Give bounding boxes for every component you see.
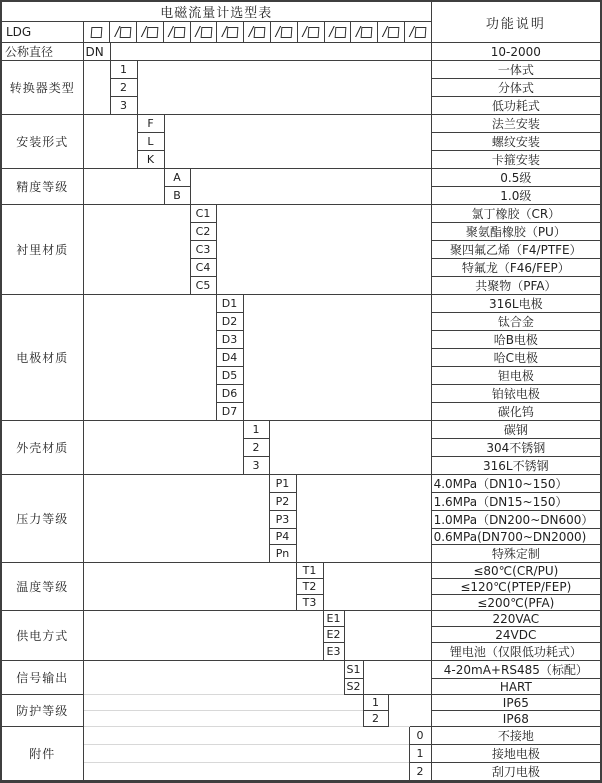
code-cell: F: [137, 115, 164, 133]
empty-spacer: [83, 763, 409, 782]
description-cell: 刮刀电极: [431, 763, 601, 782]
code-cell: P2: [269, 493, 296, 511]
option-row: [1, 661, 601, 679]
category-label: 信号输出: [1, 661, 83, 695]
description-cell: 低功耗式: [431, 97, 601, 115]
slash-glyph: /: [382, 24, 388, 40]
code-cell: T2: [296, 579, 323, 595]
description-cell: 铂铱电极: [431, 385, 601, 403]
code-cell: 2: [363, 711, 388, 727]
code-cell: C5: [190, 277, 216, 295]
checkbox-icon: [281, 27, 293, 38]
option-row: [1, 475, 601, 493]
option-row: [1, 563, 601, 579]
slash-glyph: /: [275, 24, 281, 40]
description-cell: 1.0MPa（DN200~DN600）: [431, 511, 601, 529]
slash-glyph: /: [141, 24, 147, 40]
code-cell: B: [164, 187, 190, 205]
option-row: [1, 745, 601, 763]
slash-glyph: /: [114, 24, 120, 40]
code-cell: P1: [269, 475, 296, 493]
code-cell: T3: [296, 595, 323, 611]
empty-spacer: [83, 745, 409, 763]
empty-spacer: [110, 43, 431, 61]
code-cell: C2: [190, 223, 216, 241]
option-row: [1, 695, 601, 711]
code-cell: DN: [83, 43, 110, 61]
category-label: 精度等级: [1, 169, 83, 205]
code-cell: E2: [323, 627, 344, 643]
description-cell: 316L电极: [431, 295, 601, 313]
description-cell: 接地电极: [431, 745, 601, 763]
description-cell: 哈B电极: [431, 331, 601, 349]
category-label: 外壳材质: [1, 421, 83, 475]
code-cell: D7: [216, 403, 243, 421]
description-cell: 316L不锈钢: [431, 457, 601, 475]
code-cell: E1: [323, 611, 344, 627]
description-cell: ≤120℃(PTEP/FEP): [431, 579, 601, 595]
empty-spacer: [363, 661, 431, 695]
description-cell: 0.5级: [431, 169, 601, 187]
code-cell: 2: [243, 439, 269, 457]
empty-spacer: [83, 661, 344, 695]
slash-checkbox-cell: [190, 22, 217, 42]
option-row: [1, 727, 601, 745]
option-row: [1, 61, 601, 79]
slash-checkbox-cell: [109, 22, 136, 42]
empty-spacer: [164, 115, 431, 169]
empty-spacer: [216, 205, 431, 295]
description-cell: 聚氨酯橡胶（PU）: [431, 223, 601, 241]
category-label: 公称直径: [1, 43, 83, 61]
description-cell: 一体式: [431, 61, 601, 79]
empty-spacer: [296, 475, 431, 563]
empty-spacer: [83, 727, 409, 745]
function-column-header: 功能说明: [431, 1, 601, 43]
description-cell: 碳化钨: [431, 403, 601, 421]
description-cell: 220VAC: [431, 611, 601, 627]
empty-spacer: [83, 563, 296, 611]
code-cell: S2: [344, 679, 363, 695]
slash-glyph: /: [356, 24, 361, 40]
checkbox-icon: [120, 27, 132, 38]
description-cell: IP68: [431, 711, 601, 727]
empty-spacer: [137, 61, 431, 115]
empty-spacer: [243, 295, 431, 421]
empty-spacer: [83, 61, 110, 115]
empty-spacer: [83, 295, 216, 421]
empty-spacer: [83, 711, 363, 727]
slash-glyph: /: [329, 24, 334, 40]
code-cell: 0: [409, 727, 431, 745]
slash-checkbox-cell: [136, 22, 163, 42]
checkbox-cell: [84, 22, 110, 42]
slash-checkbox-cell: [243, 22, 270, 42]
slash-glyph: /: [195, 24, 200, 40]
description-cell: 哈C电极: [431, 349, 601, 367]
description-cell: 钽电极: [431, 367, 601, 385]
category-label: 压力等级: [1, 475, 83, 563]
empty-spacer: [269, 421, 431, 475]
code-cell: K: [137, 151, 164, 169]
slash-glyph: /: [409, 24, 414, 40]
description-cell: 4.0MPa（DN10~150）: [431, 475, 601, 493]
description-cell: 4-20mA+RS485（标配）: [431, 661, 601, 679]
empty-spacer: [83, 205, 190, 295]
option-row: [1, 205, 601, 223]
code-cell: D4: [216, 349, 243, 367]
checkbox-icon: [200, 27, 212, 38]
description-cell: 1.6MPa（DN15~150）: [431, 493, 601, 511]
slash-checkbox-cell: [216, 22, 243, 42]
description-cell: HART: [431, 679, 601, 695]
slash-glyph: /: [248, 24, 254, 40]
code-cell: C1: [190, 205, 216, 223]
empty-spacer: [83, 421, 243, 475]
code-cell: 1: [110, 61, 137, 79]
slash-glyph: /: [222, 24, 227, 40]
code-cell: 1: [243, 421, 269, 439]
description-cell: IP65: [431, 695, 601, 711]
checkbox-icon: [415, 27, 427, 38]
slash-glyph: /: [302, 24, 307, 40]
code-cell: S1: [344, 661, 363, 679]
category-label: 附件: [1, 727, 83, 782]
code-cell: D6: [216, 385, 243, 403]
category-label: 供电方式: [1, 611, 83, 661]
description-cell: 特氟龙（F46/FEP）: [431, 259, 601, 277]
empty-spacer: [83, 611, 323, 661]
category-label: 安装形式: [1, 115, 83, 169]
description-cell: 氯丁橡胶（CR）: [431, 205, 601, 223]
description-cell: 304不锈钢: [431, 439, 601, 457]
checkbox-icon: [227, 27, 239, 38]
checkbox-icon: [147, 27, 159, 38]
code-cell: D1: [216, 295, 243, 313]
code-cell: E3: [323, 643, 344, 661]
code-cell: P3: [269, 511, 296, 529]
description-cell: 0.6MPa(DN700~DN2000): [431, 529, 601, 545]
model-code-label: LDG: [1, 22, 83, 43]
option-row: [1, 711, 601, 727]
empty-spacer: [83, 169, 164, 205]
checkbox-icon: [174, 27, 186, 38]
option-row: [1, 421, 601, 439]
option-row: [1, 115, 601, 133]
option-row: [1, 169, 601, 187]
category-label: 电极材质: [1, 295, 83, 421]
checkbox-icon: [334, 27, 346, 38]
code-cell: 3: [110, 97, 137, 115]
code-cell: A: [164, 169, 190, 187]
description-cell: 特殊定制: [431, 545, 601, 563]
description-cell: 共聚物（PFA）: [431, 277, 601, 295]
description-cell: ≤80℃(CR/PU): [431, 563, 601, 579]
category-label: 温度等级: [1, 563, 83, 611]
slash-checkbox-cell: [163, 22, 190, 42]
code-cell: Pn: [269, 545, 296, 563]
empty-spacer: [83, 475, 269, 563]
description-cell: 不接地: [431, 727, 601, 745]
option-row: [1, 43, 601, 61]
empty-spacer: [190, 169, 431, 205]
description-cell: 24VDC: [431, 627, 601, 643]
code-cell: C4: [190, 259, 216, 277]
table-title: 电磁流量计选型表: [1, 1, 431, 22]
category-label: 防护等级: [1, 695, 83, 727]
code-cell: L: [137, 133, 164, 151]
slash-checkbox-cell: [270, 22, 297, 42]
option-row: [1, 611, 601, 627]
description-cell: 锂电池（仅限低功耗式）: [431, 643, 601, 661]
description-cell: 钛合金: [431, 313, 601, 331]
slash-checkbox-cell: [324, 22, 351, 42]
empty-spacer: [388, 695, 431, 727]
slash-checkbox-cell: [350, 22, 377, 42]
empty-spacer: [323, 563, 431, 611]
category-label: 衬里材质: [1, 205, 83, 295]
description-cell: 分体式: [431, 79, 601, 97]
description-cell: 卡箍安装: [431, 151, 601, 169]
description-cell: 1.0级: [431, 187, 601, 205]
slash-checkbox-cell: [404, 22, 431, 42]
code-cell: 2: [409, 763, 431, 782]
slash-glyph: /: [168, 24, 173, 40]
description-cell: ≤200℃(PFA): [431, 595, 601, 611]
code-cell: 1: [363, 695, 388, 711]
description-cell: 碳钢: [431, 421, 601, 439]
slash-checkbox-cell: [297, 22, 324, 42]
checkbox-icon: [254, 27, 266, 38]
code-cell: 2: [110, 79, 137, 97]
description-cell: 法兰安装: [431, 115, 601, 133]
description-cell: 螺纹安装: [431, 133, 601, 151]
code-cell: C3: [190, 241, 216, 259]
empty-spacer: [83, 695, 363, 711]
empty-spacer: [344, 611, 431, 661]
code-cell: D5: [216, 367, 243, 385]
code-cell: D3: [216, 331, 243, 349]
code-cell: D2: [216, 313, 243, 331]
option-row: [1, 763, 601, 782]
empty-spacer: [83, 115, 137, 169]
code-cell: 3: [243, 457, 269, 475]
slash-checkbox-cell: [377, 22, 404, 42]
description-cell: 聚四氟乙烯（F4/PTFE）: [431, 241, 601, 259]
checkbox-icon: [388, 27, 400, 38]
code-cell: P4: [269, 529, 296, 545]
description-cell: 10-2000: [431, 43, 601, 61]
code-cell: 1: [409, 745, 431, 763]
checkbox-icon: [307, 27, 319, 38]
checkbox-icon: [91, 27, 103, 38]
checkbox-icon: [361, 27, 373, 38]
code-cell: T1: [296, 563, 323, 579]
option-row: [1, 295, 601, 313]
model-code-boxes: [83, 22, 431, 43]
category-label: 转换器类型: [1, 61, 83, 115]
